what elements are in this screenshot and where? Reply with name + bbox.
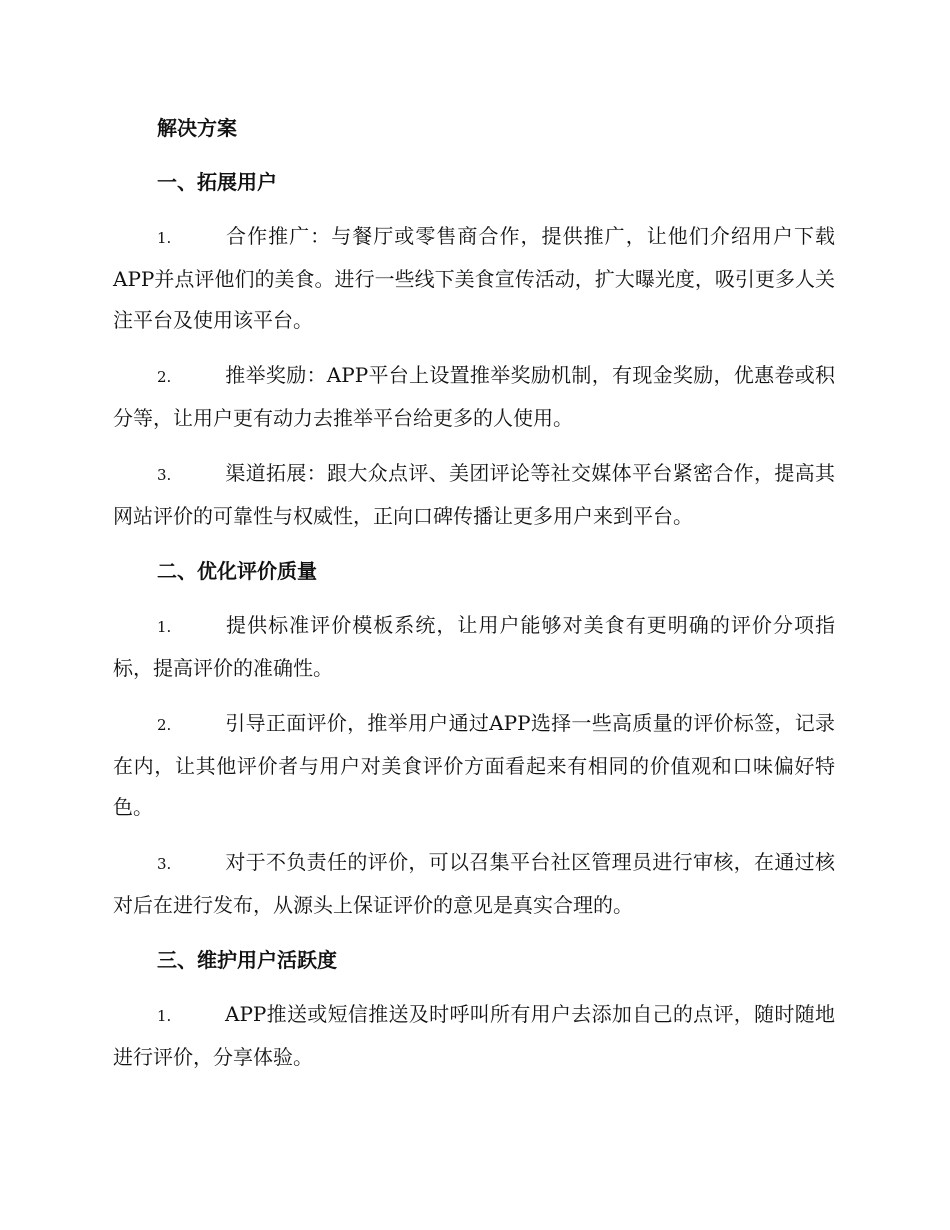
item-number: 3. xyxy=(157,855,172,873)
item-text: 对于不负责任的评价，可以召集平台社区管理员进行审核，在通过核对后在进行发布，从源头上保证评价的意见是真实合理的。 xyxy=(113,850,835,917)
list-item xyxy=(113,355,835,439)
item-number: 2. xyxy=(157,368,172,386)
item-text: 合作推广：与餐厅或零售商合作，提供推广，让他们介绍用户下载APP并点评他们的美食。进行一些线下美食宣传活动，扩大曝光度，吸引更多人关注平台及使用该平台。 xyxy=(113,224,835,332)
item-number: 1. xyxy=(157,229,172,247)
section-heading-expand-users: 一、拓展用户 xyxy=(157,170,277,194)
list-item xyxy=(113,453,835,537)
item-number: 3. xyxy=(157,466,172,484)
item-number: 1. xyxy=(157,1007,172,1025)
section-heading-user-activity: 三、维护用户活跃度 xyxy=(157,948,337,972)
document-title: 解决方案 xyxy=(157,116,237,140)
item-text: 引导正面评价，推举用户通过APP选择一些高质量的评价标签，记录在内，让其他评价者与用户对美食评价方面看起来有相同的价值观和口味偏好特色。 xyxy=(113,711,835,819)
item-text: APP推送或短信推送及时呼叫所有用户去添加自己的点评，随时随地进行评价，分享体验。 xyxy=(113,1002,835,1069)
list-item xyxy=(113,842,835,926)
item-text: 推举奖励：APP平台上设置推举奖励机制，有现金奖励，优惠卷或积分等，让用户更有动力去推举平台给更多的人使用。 xyxy=(113,363,835,430)
item-number: 2. xyxy=(157,716,172,734)
section-heading-review-quality: 二、优化评价质量 xyxy=(157,559,317,583)
list-item xyxy=(113,703,835,828)
list-item xyxy=(113,994,835,1078)
item-text: 渠道拓展：跟大众点评、美团评论等社交媒体平台紧密合作，提高其网站评价的可靠性与权威性，正向口碑传播让更多用户来到平台。 xyxy=(113,461,835,528)
item-number: 1. xyxy=(157,618,172,636)
document-page xyxy=(113,108,835,1078)
list-item xyxy=(113,216,835,341)
item-text: 提供标准评价模板系统，让用户能够对美食有更明确的评价分项指标，提高评价的准确性。 xyxy=(113,613,835,680)
list-item xyxy=(113,605,835,689)
